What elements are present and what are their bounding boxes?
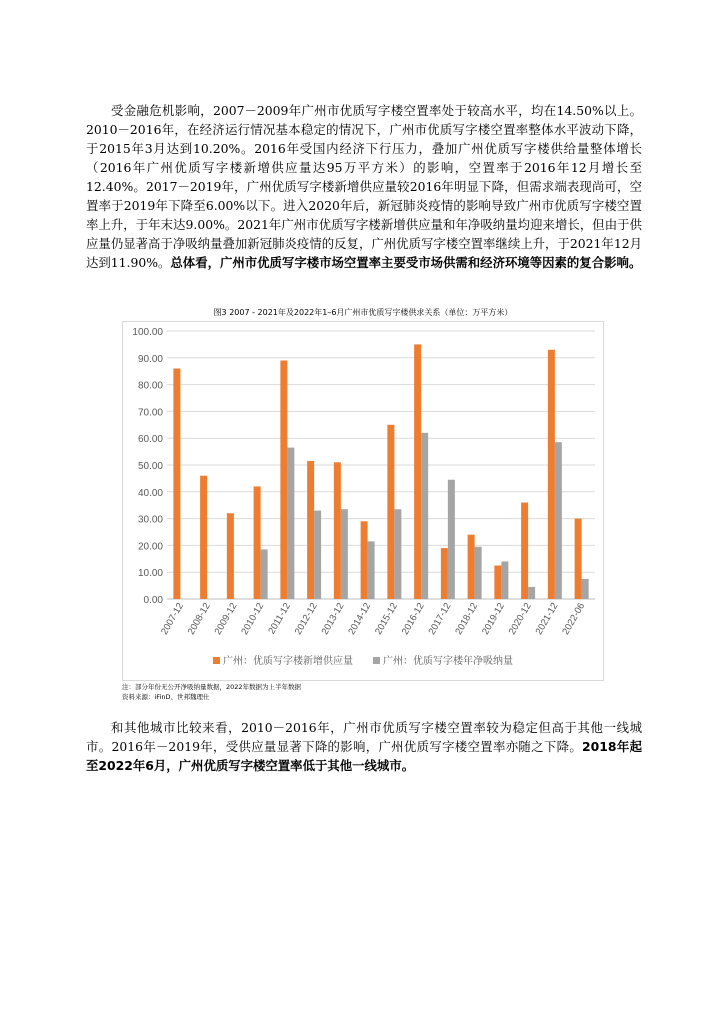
- x-tick-label: 2020-12: [506, 601, 534, 637]
- bar-absorption: [368, 541, 375, 599]
- chart-source: 资料来源：iFinD、世邦魏理仕: [122, 693, 210, 701]
- chart-note: 注：部分年份无公开净吸纳量数据，2022年数据为上半年数据: [122, 683, 302, 691]
- bar-absorption: [394, 509, 401, 599]
- legend-swatch: [213, 657, 220, 664]
- legend-label: 广州：优质写字楼年净吸纳量: [383, 656, 513, 667]
- legend-label: 广州：优质写字楼新增供应量: [223, 656, 353, 667]
- x-tick-label: 2015-12: [373, 601, 400, 637]
- bar-absorption: [475, 547, 482, 599]
- paragraph-bold-conclusion: 总体看，广州市优质写字楼市场空置率主要受市场供需和经济环境等因素的复合影响。: [170, 255, 642, 270]
- x-tick-label: 2017-12: [426, 601, 454, 637]
- bar-absorption: [261, 549, 268, 599]
- chart-title: 图3 2007 - 2021年及2022年1–6月广州市优质写字楼供求关系（单位：万平方米）: [213, 308, 513, 317]
- bar-supply: [575, 519, 582, 599]
- bar-supply: [414, 344, 421, 599]
- bar-absorption: [421, 433, 428, 599]
- bar-supply: [468, 535, 475, 599]
- x-tick-label: 2007-12: [159, 601, 186, 637]
- paragraph-bold-conclusion: 2018年起至2022年6月，广州优质写字楼空置率低于其他一线城市。: [86, 739, 642, 773]
- bar-absorption: [448, 480, 455, 599]
- x-tick-label: 2019-12: [480, 601, 507, 637]
- bar-supply: [280, 360, 287, 599]
- y-tick-label: 10.00: [137, 568, 163, 580]
- y-tick-label: 20.00: [137, 541, 163, 553]
- bar-supply: [387, 425, 394, 599]
- y-tick-label: 60.00: [137, 434, 163, 446]
- x-tick-label: 2018-12: [453, 601, 481, 637]
- x-tick-label: 2009-12: [212, 601, 240, 637]
- x-tick-label: 2008-12: [185, 601, 213, 637]
- x-tick-label: 2016-12: [399, 601, 427, 637]
- x-tick-label: 2012-12: [292, 601, 320, 637]
- bar-supply: [361, 521, 368, 599]
- y-tick-label: 50.00: [137, 461, 163, 472]
- paragraph-text: 受金融危机影响，2007－2009年广州市优质写字楼空置率处于较高水平，均在14.50%以上。2010－2016年，在经济运行情况基本稳定的情况下，广州市优质写字楼空置率整体水平波动下降，于2015年3月达到10.20%。2016年受国内经济下行压力，叠加广州优质写字楼供给量整体增长（2016年广州优质写字楼新增供应量达95万平方米）的影响，空置率于2016年12月增长至12.40%。2017－2019年，广州优质写字楼新增供应量较2016年明显下降，但需求端表现尚可，空置率于2019年下降至6.00%以下。进入2020年后，新冠肺炎疫情的影响导致广州市优质写字楼空置率上升，于年末达9.00%。2021年广州市优质写字楼新增供应量和年净吸纳量均迎来增长，但由于供应量仍显著高于净吸纳量叠加新冠肺炎疫情的反复，广州优质写字楼空置率继续上升，于2021年12月达到11.90%。: [86, 103, 642, 270]
- x-tick-label: 2013-12: [319, 601, 347, 637]
- bar-supply: [227, 513, 234, 599]
- bar-supply: [521, 503, 528, 599]
- bar-supply: [334, 462, 341, 599]
- bar-supply: [548, 350, 555, 599]
- bar-absorption: [287, 448, 294, 599]
- x-tick-label: 2011-12: [266, 601, 293, 637]
- bar-absorption: [314, 511, 321, 599]
- paragraph-vacancy-history: [86, 101, 642, 272]
- y-tick-label: 80.00: [137, 380, 163, 392]
- bar-supply: [254, 486, 261, 599]
- bar-supply: [200, 476, 207, 599]
- x-tick-label: 2014-12: [346, 601, 374, 637]
- chart-container: [122, 321, 604, 681]
- paragraph-city-comparison: [86, 718, 642, 775]
- x-tick-label: 2022-06: [560, 601, 588, 637]
- paragraph-text: 和其他城市比较来看，2010－2016年，广州市优质写字楼空置率较为稳定但高于其他一线城市。2016年－2019年，受供应量显著下降的影响，广州优质写字楼空置率亦随之下降。: [86, 720, 642, 754]
- x-tick-label: 2010-12: [239, 601, 267, 637]
- y-tick-label: 30.00: [137, 514, 163, 526]
- legend-swatch: [373, 657, 380, 664]
- bar-absorption: [501, 561, 508, 599]
- y-tick-label: 0.00: [143, 595, 163, 606]
- bar-supply: [494, 566, 501, 600]
- bar-absorption: [555, 442, 562, 599]
- y-tick-label: 70.00: [137, 407, 163, 419]
- bar-supply: [173, 369, 180, 599]
- y-tick-label: 90.00: [137, 353, 163, 365]
- bar-absorption: [341, 509, 348, 599]
- y-tick-label: 40.00: [137, 487, 163, 499]
- bar-supply: [441, 548, 448, 599]
- bar-absorption: [582, 579, 589, 599]
- bar-absorption: [528, 587, 535, 599]
- chart-notes: [122, 682, 301, 702]
- bar-chart: [123, 322, 603, 680]
- y-tick-label: 100.00: [132, 327, 163, 338]
- x-tick-label: 2021-12: [533, 601, 561, 637]
- bar-supply: [307, 461, 314, 599]
